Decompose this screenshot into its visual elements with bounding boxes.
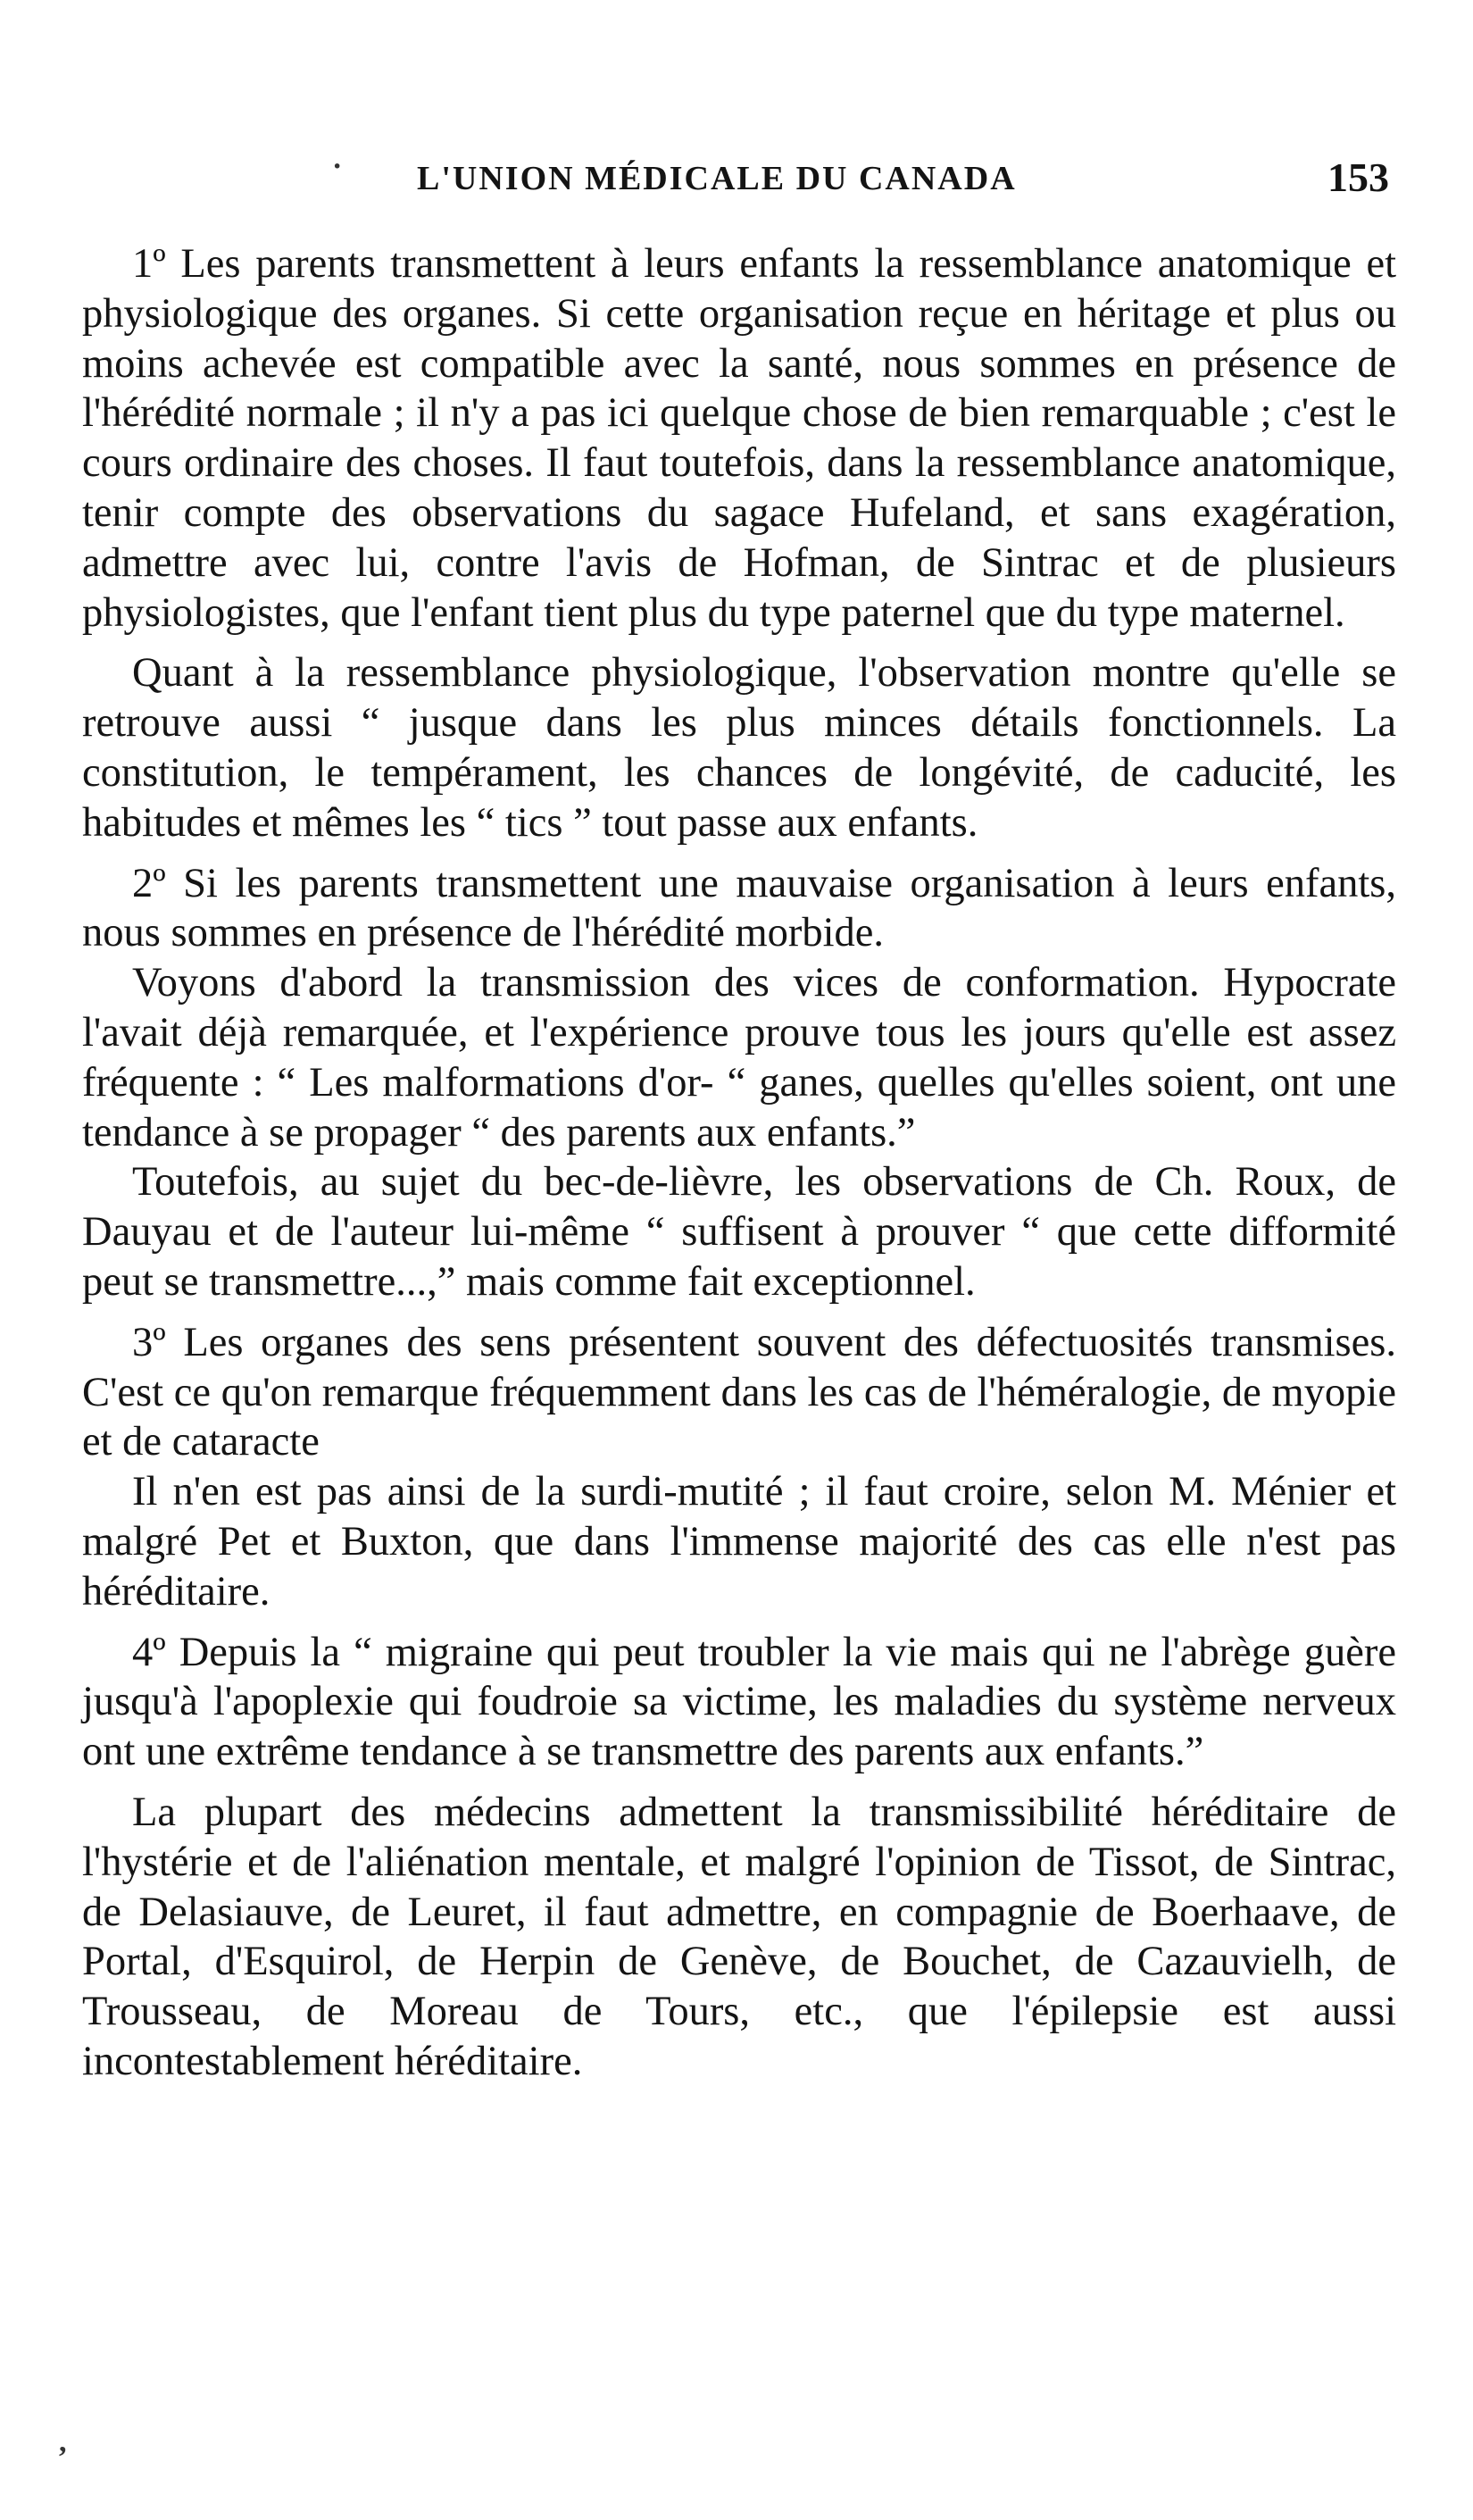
paragraph-bec-de-lievre: Toutefois, au sujet du bec-de-lièvre, les observations de Ch. Roux, de Dauyau et de l'auteur lui-même “ suffisent à prouver “ que cette difformité peut se transmettre...,” mais comme fait exceptionnel. <box>82 1159 1396 1305</box>
running-title: L'UNION MÉDICALE DU CANADA <box>417 160 1017 197</box>
paragraph-heredite-morbide: 2º Si les parents transmettent une mauvaise organisation à leurs enfants, nous sommes en présence de l'hérédité morbide. <box>82 860 1396 956</box>
paragraph-vices-conformation: Voyons d'abord la transmission des vices de conformation. Hypocrate l'avait déjà remarquée, et l'expérience prouve tous les jours qu'elle est assez fréquente : “ Les malformations d'or- “ ganes, quelles qu'elles soient, ont une tendance à se propager “ des parents aux enfants.” <box>82 960 1396 1156</box>
paragraph-epilepsie: La plupart des médecins admettent la transmissibilité héréditaire de l'hystérie et de l'aliénation mentale, et malgré l'opinion de Tissot, de Sintrac, de Delasiauve, de Leuret, il faut admettre, en compagnie de Boerhaave, de Portal, d'Esquirol, de Herpin de Genève, de Bouchet, de Cazauvielh, de Trousseau, de Moreau de Tours, etc., que l'épilepsie est aussi incontestablement héréditaire. <box>82 1789 1396 2084</box>
paragraph-organes-des-sens: 3º Les organes des sens présentent souvent des défectuosités transmises. C'est ce qu'on remarque fréquemment dans les cas de l'héméralogie, de myopie et de cataracte <box>82 1319 1396 1465</box>
page-number: 153 <box>1327 154 1389 200</box>
print-speck: , <box>59 2425 67 2458</box>
page-header <box>82 154 1396 213</box>
paragraph-heredite-normale: 1º Les parents transmettent à leurs enfants la ressemblance anatomique et physiologique des organes. Si cette organisation reçue en héritage et plus ou moins achevée est compatible avec la santé, nous sommes en présence de l'hérédité normale ; il n'y a pas ici quelque chose de bien remarquable ; c'est le cours ordinaire des choses. Il faut toutefois, dans la ressemblance anatomique, tenir compte des observations du sagace Hufeland, et sans exagération, admettre avec lui, contre l'avis de Hofman, de Sintrac et de plusieurs physiologistes, que l'enfant tient plus du type paternel que du type maternel. <box>82 241 1396 636</box>
paragraph-ressemblance-physiologique: Quant à la ressemblance physiologique, l'observation montre qu'elle se retrouve aussi “ jusque dans les plus minces détails fonctionnels. La constitution, le tempérament, les chances de longévité, de caducité, les habitudes et mêmes les “ tics ” tout passe aux enfants. <box>82 650 1396 846</box>
body-text <box>82 239 1396 2087</box>
paragraph-systeme-nerveux: 4º Depuis la “ migraine qui peut troubler la vie mais qui ne l'abrège guère jusqu'à l'apoplexie qui foudroie sa victime, les maladies du système nerveux ont une extrême tendance à se transmettre des parents aux enfants.” <box>82 1629 1396 1775</box>
paragraph-surdi-mutite: Il n'en est pas ainsi de la surdi-mutité ; il faut croire, selon M. Ménier et malgré Pet et Buxton, que dans l'immense majorité des cas elle n'est pas héréditaire. <box>82 1469 1396 1615</box>
print-speck: · <box>332 150 343 183</box>
